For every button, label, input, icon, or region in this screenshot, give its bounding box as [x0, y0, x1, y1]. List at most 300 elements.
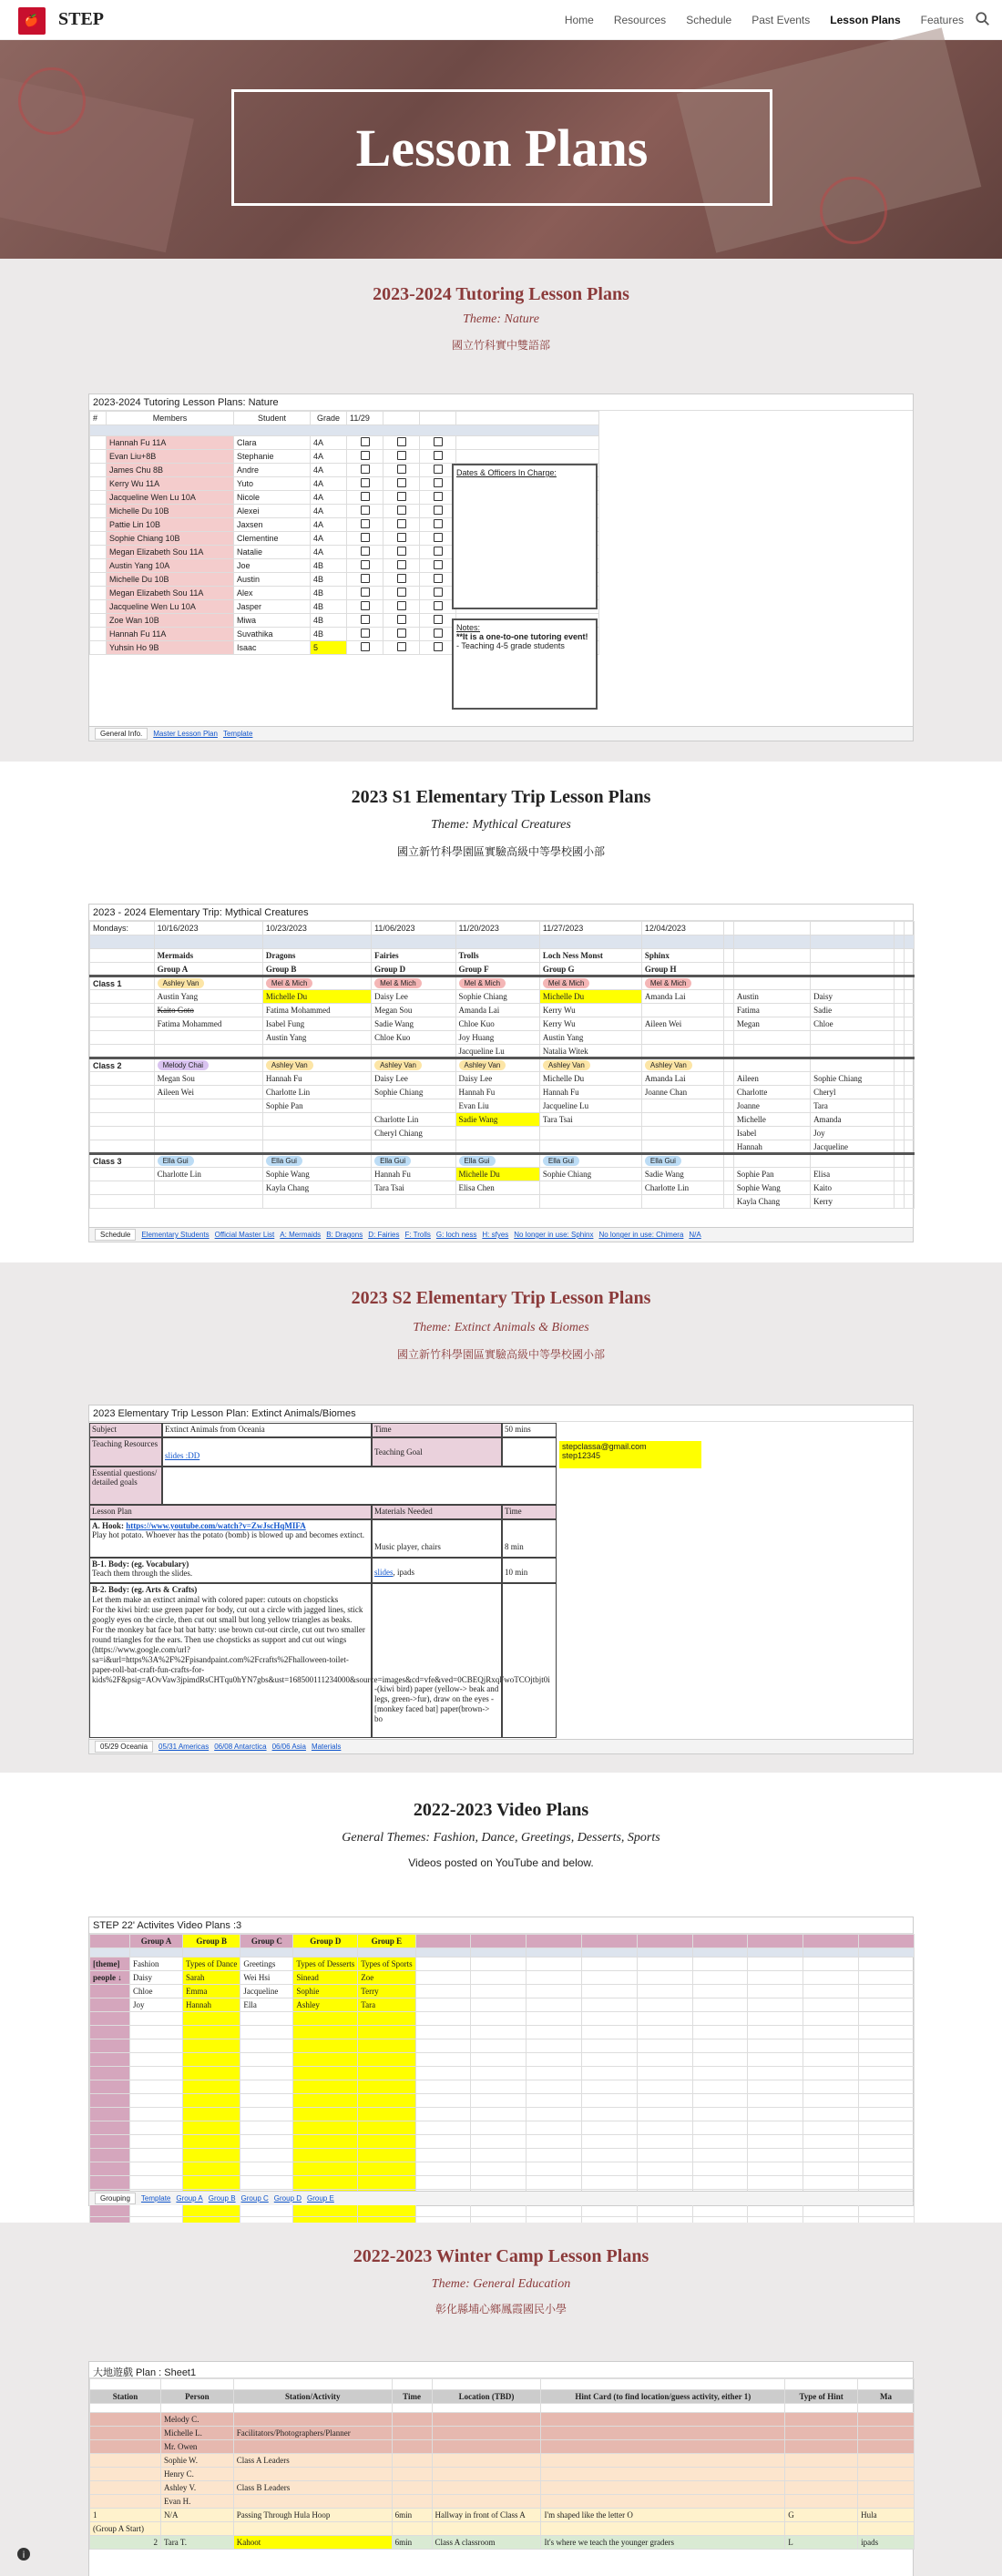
table-cell[interactable] — [895, 1140, 905, 1154]
table-cell[interactable] — [905, 1086, 915, 1099]
table-cell[interactable]: Elisa Chen — [455, 1181, 539, 1195]
table-cell[interactable] — [471, 2053, 527, 2067]
table-cell[interactable] — [415, 1985, 471, 1998]
checkbox[interactable] — [397, 601, 406, 610]
checkbox-cell[interactable] — [383, 641, 420, 655]
table-cell[interactable] — [90, 559, 107, 573]
table-row[interactable] — [90, 1086, 915, 1099]
table-cell[interactable] — [724, 1195, 734, 1209]
student-cell[interactable]: Clementine — [234, 532, 311, 546]
table-cell[interactable] — [90, 573, 107, 587]
table-cell[interactable] — [803, 1958, 859, 1971]
member-cell[interactable]: Zoe Wan 10B — [107, 614, 234, 628]
sheet-tab[interactable]: 06/08 Antarctica — [214, 1743, 267, 1751]
table-cell[interactable] — [803, 2162, 859, 2176]
table-cell[interactable] — [240, 1948, 293, 1958]
table-cell[interactable] — [90, 518, 107, 532]
table-cell[interactable] — [358, 2162, 415, 2176]
table-cell[interactable] — [527, 1998, 582, 2012]
table-cell[interactable] — [90, 2080, 130, 2094]
table-cell[interactable] — [154, 1127, 262, 1140]
table-cell[interactable] — [748, 2080, 803, 2094]
table-cell[interactable] — [456, 450, 599, 464]
table-cell[interactable] — [905, 976, 915, 990]
table-cell[interactable] — [895, 1058, 905, 1072]
table-cell[interactable] — [539, 1140, 641, 1154]
table-cell[interactable] — [471, 1998, 527, 2012]
table-cell[interactable] — [415, 1948, 471, 1958]
table-cell[interactable]: Austin — [733, 990, 810, 1004]
table-cell[interactable]: Loch Ness Monst — [539, 949, 641, 963]
table-cell[interactable] — [160, 2522, 233, 2536]
table-cell[interactable] — [733, 935, 810, 949]
table-cell[interactable]: Aileen Wei — [641, 1017, 723, 1031]
table-cell[interactable]: Henry C. — [160, 2468, 233, 2481]
embedded-sheet-mythical[interactable] — [88, 904, 914, 1242]
table-cell[interactable] — [803, 2067, 859, 2080]
table-cell[interactable] — [803, 2149, 859, 2162]
table-cell[interactable] — [392, 2495, 432, 2509]
checkbox-cell[interactable] — [420, 628, 456, 641]
table-cell[interactable] — [471, 2039, 527, 2053]
table-cell[interactable] — [372, 1195, 455, 1209]
checkbox-cell[interactable] — [420, 477, 456, 491]
table-cell[interactable]: Daisy Lee — [372, 1072, 455, 1086]
table-cell[interactable] — [240, 2012, 293, 2026]
grade-cell[interactable]: 4A — [311, 436, 347, 450]
nav-past-events[interactable]: Past Events — [752, 14, 811, 26]
member-cell[interactable]: Michelle Du 10B — [107, 505, 234, 518]
table-cell[interactable] — [471, 2026, 527, 2039]
table-cell[interactable]: Michelle Du — [262, 990, 371, 1004]
table-cell[interactable] — [895, 1099, 905, 1113]
student-cell[interactable]: Joe — [234, 559, 311, 573]
checkbox-cell[interactable] — [420, 464, 456, 477]
checkbox[interactable] — [397, 478, 406, 487]
table-cell[interactable] — [895, 1154, 905, 1168]
table-cell[interactable] — [432, 2427, 541, 2440]
table-cell[interactable] — [748, 1985, 803, 1998]
table-cell[interactable] — [432, 2404, 541, 2413]
lead-cell[interactable] — [641, 1154, 723, 1168]
table-cell[interactable]: Daisy — [811, 990, 895, 1004]
table-cell[interactable] — [527, 2080, 582, 2094]
table-cell[interactable]: Mondays: — [90, 922, 155, 935]
site-brand[interactable]: STEP — [58, 9, 105, 29]
lead-cell[interactable] — [641, 1058, 723, 1072]
lead-cell[interactable] — [372, 1058, 455, 1072]
table-row[interactable] — [90, 1031, 915, 1045]
table-cell[interactable] — [455, 1195, 539, 1209]
table-cell[interactable] — [527, 1971, 582, 1985]
table-cell[interactable] — [748, 2094, 803, 2108]
sheet-tab[interactable]: Materials — [311, 1743, 342, 1751]
table-cell[interactable] — [724, 1099, 734, 1113]
checkbox-cell[interactable] — [347, 546, 383, 559]
table-cell[interactable] — [90, 990, 155, 1004]
table-cell[interactable] — [90, 1195, 155, 1209]
table-cell[interactable] — [582, 2176, 638, 2190]
group-header[interactable]: Group A — [130, 1935, 183, 1948]
table-cell[interactable] — [90, 2379, 161, 2390]
table-cell[interactable] — [90, 1113, 155, 1127]
table-cell[interactable]: Hannah — [733, 1140, 810, 1154]
table-cell[interactable]: It's where we teach the younger graders — [541, 2536, 785, 2550]
table-cell[interactable]: Chloe Kuo — [372, 1031, 455, 1045]
table-cell[interactable] — [803, 2080, 859, 2094]
lead-chip[interactable]: Ashley Van — [543, 1060, 590, 1070]
table-cell[interactable]: Evan H. — [160, 2495, 233, 2509]
grade-cell[interactable]: 4A — [311, 450, 347, 464]
grade-cell[interactable]: 4A — [311, 477, 347, 491]
sheet-tab[interactable]: 05/29 Oceania — [95, 1741, 153, 1753]
table-cell[interactable] — [90, 1168, 155, 1181]
table-cell[interactable]: Kayla Chang — [733, 1195, 810, 1209]
table-cell[interactable] — [905, 1154, 915, 1168]
table-cell[interactable]: 1 — [90, 2509, 161, 2522]
table-cell[interactable] — [785, 2481, 858, 2495]
table-cell[interactable] — [392, 2440, 432, 2454]
table-cell[interactable] — [895, 1072, 905, 1086]
table-cell[interactable] — [90, 505, 107, 518]
table-cell[interactable] — [527, 1985, 582, 1998]
table-cell[interactable] — [785, 2379, 858, 2390]
lead-cell[interactable] — [262, 976, 371, 990]
table-cell[interactable] — [748, 2012, 803, 2026]
table-cell[interactable] — [905, 1004, 915, 1017]
table-cell[interactable] — [803, 1948, 859, 1958]
table-cell[interactable] — [637, 2135, 692, 2149]
table-cell[interactable] — [859, 2121, 915, 2135]
table-cell[interactable] — [90, 1086, 155, 1099]
table-row[interactable] — [90, 2176, 915, 2190]
table-cell[interactable] — [539, 1181, 641, 1195]
group-header[interactable]: Group B — [183, 1935, 240, 1948]
table-cell[interactable] — [692, 2026, 748, 2039]
student-cell[interactable]: Miwa — [234, 614, 311, 628]
table-row[interactable] — [90, 990, 915, 1004]
table-cell[interactable] — [90, 641, 107, 655]
member-cell[interactable]: Michelle Du 10B — [107, 573, 234, 587]
table-row[interactable] — [90, 1072, 915, 1086]
table-cell[interactable] — [154, 1113, 262, 1127]
checkbox[interactable] — [434, 437, 443, 446]
table-cell[interactable] — [905, 1168, 915, 1181]
table-cell[interactable] — [811, 935, 895, 949]
table-cell[interactable] — [637, 2080, 692, 2094]
table-cell[interactable] — [539, 1195, 641, 1209]
table-cell[interactable] — [455, 935, 539, 949]
table-cell[interactable] — [582, 1948, 638, 1958]
group-header[interactable]: Group E — [358, 1935, 415, 1948]
table-cell[interactable] — [183, 2108, 240, 2121]
table-cell[interactable] — [541, 2468, 785, 2481]
table-cell[interactable]: Ashley — [293, 1998, 358, 2012]
table-cell[interactable] — [895, 922, 905, 935]
table-cell[interactable] — [724, 990, 734, 1004]
table-cell[interactable] — [90, 1072, 155, 1086]
table-cell[interactable] — [233, 2404, 392, 2413]
table-cell[interactable] — [748, 2149, 803, 2162]
table-cell[interactable] — [90, 614, 107, 628]
table-cell[interactable]: I'm shaped like the letter O — [541, 2509, 785, 2522]
table-cell[interactable] — [724, 1140, 734, 1154]
table-cell[interactable] — [748, 1948, 803, 1958]
table-cell[interactable] — [90, 2012, 130, 2026]
checkbox-cell[interactable] — [347, 436, 383, 450]
table-cell[interactable] — [692, 1985, 748, 1998]
table-cell[interactable] — [637, 2094, 692, 2108]
table-cell[interactable] — [724, 1168, 734, 1181]
lead-cell[interactable] — [455, 1058, 539, 1072]
table-cell[interactable]: 11/20/2023 — [455, 922, 539, 935]
table-cell[interactable]: Chloe — [811, 1017, 895, 1031]
table-cell[interactable] — [895, 1031, 905, 1045]
col-header[interactable]: Station — [90, 2390, 161, 2404]
table-cell[interactable] — [733, 963, 810, 976]
table-cell[interactable] — [432, 2495, 541, 2509]
table-cell[interactable] — [803, 2039, 859, 2053]
table-cell[interactable] — [293, 2026, 358, 2039]
table-cell[interactable] — [858, 2404, 915, 2413]
checkbox-cell[interactable] — [420, 641, 456, 655]
table-cell[interactable] — [415, 2176, 471, 2190]
table-cell[interactable]: G — [785, 2509, 858, 2522]
lead-cell[interactable] — [372, 1154, 455, 1168]
table-cell[interactable] — [641, 1004, 723, 1017]
table-cell[interactable] — [637, 1958, 692, 1971]
table-cell[interactable] — [895, 976, 905, 990]
table-cell[interactable] — [905, 949, 915, 963]
table-row[interactable] — [90, 1168, 915, 1181]
table-cell[interactable] — [724, 1072, 734, 1086]
table-cell[interactable] — [90, 628, 107, 641]
table-cell[interactable] — [733, 1058, 810, 1072]
table-cell[interactable] — [233, 2495, 392, 2509]
student-cell[interactable]: Jasper — [234, 600, 311, 614]
table-row[interactable] — [90, 436, 599, 450]
table-cell[interactable] — [641, 1099, 723, 1113]
table-cell[interactable] — [154, 1045, 262, 1058]
table-cell[interactable] — [432, 2379, 541, 2390]
table-cell[interactable] — [905, 1127, 915, 1140]
table-cell[interactable]: Cheryl — [811, 1086, 895, 1099]
checkbox-cell[interactable] — [383, 518, 420, 532]
table-cell[interactable] — [733, 922, 810, 935]
table-cell[interactable] — [90, 2468, 161, 2481]
table-cell[interactable] — [240, 2039, 293, 2053]
table-cell[interactable] — [240, 2026, 293, 2039]
table-cell[interactable] — [637, 2176, 692, 2190]
student-cell[interactable]: Suvathika — [234, 628, 311, 641]
table-cell[interactable]: Fatima Mohammed — [262, 1004, 371, 1017]
member-cell[interactable]: Pattie Lin 10B — [107, 518, 234, 532]
table-cell[interactable] — [392, 2404, 432, 2413]
table-cell[interactable] — [90, 532, 107, 546]
table-cell[interactable]: Sophie Chiang — [372, 1086, 455, 1099]
table-cell[interactable] — [692, 2094, 748, 2108]
group-header[interactable]: Group D — [293, 1935, 358, 1948]
nav-home[interactable]: Home — [564, 14, 594, 26]
table-cell[interactable] — [724, 1058, 734, 1072]
table-cell[interactable]: Evan Liu — [455, 1099, 539, 1113]
winter-table[interactable] — [89, 2378, 915, 2550]
table-cell[interactable] — [895, 1017, 905, 1031]
table-cell[interactable] — [130, 2094, 183, 2108]
table-cell[interactable] — [724, 1031, 734, 1045]
table-cell[interactable] — [541, 2522, 785, 2536]
table-cell[interactable] — [392, 2481, 432, 2495]
table-cell[interactable]: Melody C. — [160, 2413, 233, 2427]
sheet-tab[interactable]: Elementary Students — [141, 1231, 210, 1239]
nav-lesson-plans[interactable]: Lesson Plans — [830, 14, 901, 26]
student-cell[interactable]: Alex — [234, 587, 311, 600]
table-row[interactable] — [90, 2135, 915, 2149]
checkbox-cell[interactable] — [383, 477, 420, 491]
table-cell[interactable] — [748, 2026, 803, 2039]
table-cell[interactable] — [859, 2094, 915, 2108]
table-cell[interactable] — [415, 2108, 471, 2121]
table-cell[interactable] — [905, 1045, 915, 1058]
table-cell[interactable] — [240, 2094, 293, 2108]
table-row[interactable] — [90, 1195, 915, 1209]
table-cell[interactable]: Kayla Chang — [262, 1181, 371, 1195]
table-row[interactable] — [90, 1140, 915, 1154]
table-cell[interactable] — [415, 1935, 471, 1948]
lead-cell[interactable] — [641, 976, 723, 990]
grade-cell[interactable]: 4B — [311, 614, 347, 628]
table-row[interactable] — [90, 1958, 915, 1971]
table-cell[interactable]: Megan — [733, 1017, 810, 1031]
table-cell[interactable] — [415, 2094, 471, 2108]
member-cell[interactable]: James Chu 8B — [107, 464, 234, 477]
table-row[interactable] — [90, 2039, 915, 2053]
table-cell[interactable]: L — [785, 2536, 858, 2550]
table-cell[interactable] — [858, 2427, 915, 2440]
table-cell[interactable]: Sophie Wang — [733, 1181, 810, 1195]
lead-cell[interactable] — [154, 1058, 262, 1072]
checkbox[interactable] — [361, 437, 370, 446]
checkbox[interactable] — [397, 588, 406, 597]
table-cell[interactable]: Kerry Wu — [539, 1017, 641, 1031]
table-cell[interactable] — [895, 990, 905, 1004]
table-cell[interactable] — [748, 2067, 803, 2080]
checkbox-cell[interactable] — [383, 628, 420, 641]
table-cell[interactable] — [905, 990, 915, 1004]
table-cell[interactable] — [858, 2522, 915, 2536]
sheet-tab[interactable]: Master Lesson Plan — [153, 730, 218, 738]
grade-cell[interactable]: 4A — [311, 518, 347, 532]
table-cell[interactable] — [527, 2053, 582, 2067]
table-cell[interactable] — [415, 2080, 471, 2094]
table-cell[interactable]: Austin Yang — [539, 1031, 641, 1045]
table-cell[interactable] — [748, 2108, 803, 2121]
table-cell[interactable] — [90, 1181, 155, 1195]
table-row[interactable] — [90, 450, 599, 464]
col-header[interactable]: Hint Card (to find location/guess activity, either 1) — [541, 2390, 785, 2404]
table-cell[interactable] — [358, 2176, 415, 2190]
table-cell[interactable] — [358, 2094, 415, 2108]
table-cell[interactable] — [262, 1140, 371, 1154]
table-cell[interactable] — [724, 976, 734, 990]
checkbox-cell[interactable] — [347, 491, 383, 505]
table-cell[interactable] — [90, 2404, 161, 2413]
lead-cell[interactable] — [262, 1154, 371, 1168]
table-cell[interactable] — [748, 2039, 803, 2053]
table-row[interactable] — [90, 976, 915, 990]
sheet-tab[interactable]: Group D — [273, 2194, 302, 2203]
table-cell[interactable] — [803, 2135, 859, 2149]
table-cell[interactable] — [358, 2053, 415, 2067]
table-cell[interactable] — [692, 2080, 748, 2094]
checkbox-cell[interactable] — [383, 532, 420, 546]
table-cell[interactable]: Elisa — [811, 1168, 895, 1181]
table-cell[interactable]: Chloe — [130, 1985, 183, 1998]
table-cell[interactable] — [415, 2039, 471, 2053]
table-cell[interactable] — [733, 1154, 810, 1168]
checkbox[interactable] — [434, 506, 443, 515]
sheet-tab[interactable]: N/A — [689, 1231, 701, 1239]
table-cell[interactable]: Joy — [811, 1127, 895, 1140]
table-cell[interactable] — [641, 1031, 723, 1045]
grade-cell[interactable]: 4B — [311, 573, 347, 587]
table-cell[interactable] — [293, 2162, 358, 2176]
table-cell[interactable] — [637, 2012, 692, 2026]
table-cell[interactable] — [293, 2039, 358, 2053]
table-cell[interactable] — [415, 2135, 471, 2149]
table-cell[interactable]: Kaito — [811, 1181, 895, 1195]
grade-cell[interactable]: 4B — [311, 600, 347, 614]
table-cell[interactable]: Sophie Pan — [733, 1168, 810, 1181]
table-cell[interactable] — [692, 2067, 748, 2080]
table-cell[interactable] — [183, 1948, 240, 1958]
table-cell[interactable] — [641, 1127, 723, 1140]
table-cell[interactable] — [240, 2176, 293, 2190]
table-cell[interactable]: Sarah — [183, 1971, 240, 1985]
checkbox-cell[interactable] — [347, 600, 383, 614]
table-cell[interactable] — [233, 2413, 392, 2427]
table-cell[interactable] — [858, 2413, 915, 2427]
table-cell[interactable]: Hannah Fu — [455, 1086, 539, 1099]
table-cell[interactable] — [692, 2012, 748, 2026]
table-cell[interactable] — [527, 2094, 582, 2108]
table-cell[interactable] — [803, 2121, 859, 2135]
checkbox[interactable] — [361, 615, 370, 624]
table-cell[interactable] — [90, 2427, 161, 2440]
table-cell[interactable] — [183, 2039, 240, 2053]
table-cell[interactable] — [90, 949, 155, 963]
table-cell[interactable]: Megan Sou — [372, 1004, 455, 1017]
table-cell[interactable] — [358, 2012, 415, 2026]
step-logo-icon[interactable]: 🍎 — [18, 7, 46, 35]
table-cell[interactable] — [582, 1985, 638, 1998]
table-cell[interactable] — [415, 2162, 471, 2176]
sheet-tab[interactable]: Schedule — [95, 1229, 136, 1241]
info-icon[interactable] — [16, 2547, 31, 2561]
table-cell[interactable]: Fairies — [372, 949, 455, 963]
checkbox-cell[interactable] — [383, 436, 420, 450]
checkbox[interactable] — [361, 533, 370, 542]
table-cell[interactable] — [183, 2176, 240, 2190]
table-cell[interactable]: Jacqueline Lu — [539, 1099, 641, 1113]
table-cell[interactable]: Mermaids — [154, 949, 262, 963]
table-cell[interactable] — [293, 2121, 358, 2135]
table-cell[interactable] — [392, 2427, 432, 2440]
table-cell[interactable] — [803, 1971, 859, 1985]
table-cell[interactable]: Joanne Chan — [641, 1086, 723, 1099]
table-cell[interactable]: Joy Huang — [455, 1031, 539, 1045]
checkbox-cell[interactable] — [420, 587, 456, 600]
